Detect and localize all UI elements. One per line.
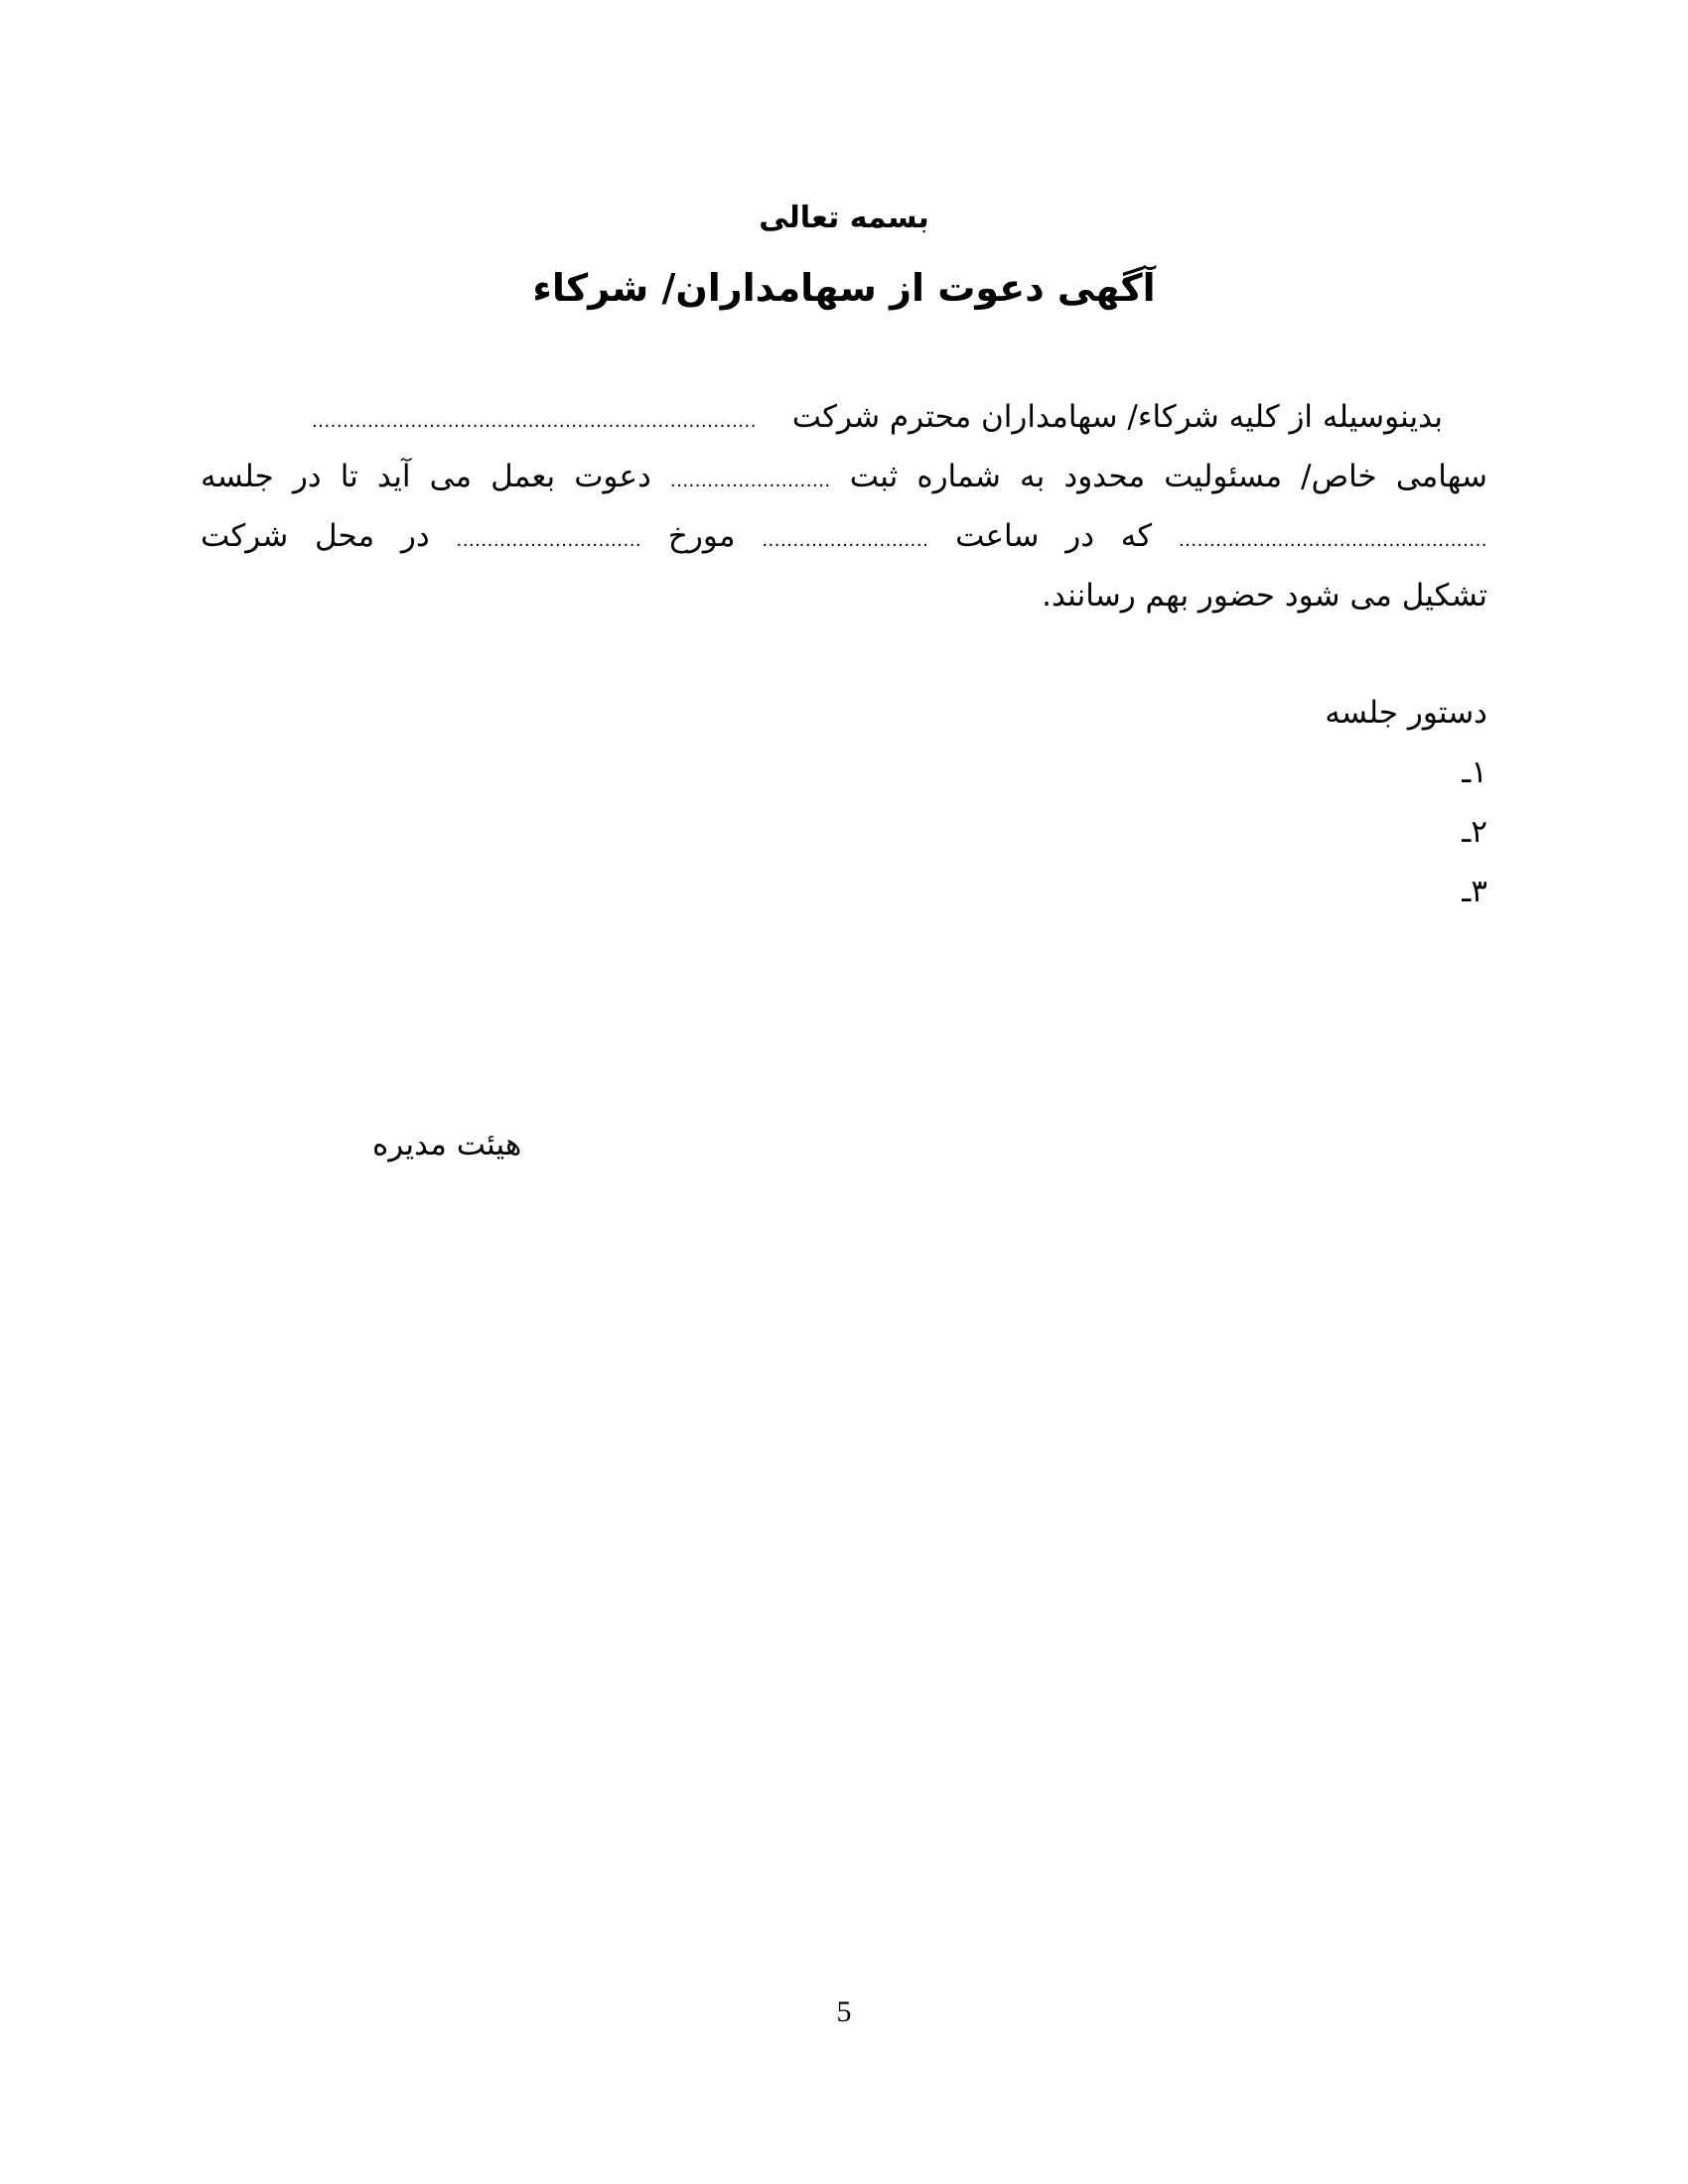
agenda-item: ۱ـ <box>1462 754 1487 790</box>
document-title: آگهی دعوت از سهامداران/ شرکاء <box>532 266 1156 310</box>
body-line-3 <box>201 516 1487 561</box>
agenda-heading: دستور جلسه <box>1325 695 1487 731</box>
board-signature: هیئت مدیره <box>372 1127 522 1162</box>
body-text: مورخ <box>667 518 736 554</box>
basmala-heading: بسمه تعالی <box>759 201 929 235</box>
blank-date: .............................. <box>456 530 642 551</box>
page-number: 5 <box>836 1995 852 2028</box>
blank-time: ........................... <box>762 530 929 551</box>
agenda-item: ۳ـ <box>1462 874 1487 909</box>
body-text: سهامی خاص/ مسئولیت محدود به شماره ثبت <box>849 459 1487 494</box>
blank-meeting-name: .................................................. <box>1178 530 1488 551</box>
body-text: در محل شرکت <box>201 518 430 554</box>
body-line-2 <box>201 457 1487 501</box>
body-line-1 <box>201 397 1487 442</box>
agenda-item: ۲ـ <box>1462 814 1487 850</box>
body-text: تشکیل می شود حضور بهم رسانند. <box>1042 578 1487 614</box>
body-line-4 <box>201 576 1487 615</box>
body-text: که در ساعت <box>955 518 1153 554</box>
blank-company-name: ........................................................................ <box>311 411 757 432</box>
blank-registration-number: .......................... <box>669 471 831 491</box>
body-text: دعوت بعمل می آید تا در جلسه <box>201 459 651 494</box>
body-text: بدینوسیله از کلیه شرکاء/ سهامداران محترم شرکت <box>791 399 1443 435</box>
